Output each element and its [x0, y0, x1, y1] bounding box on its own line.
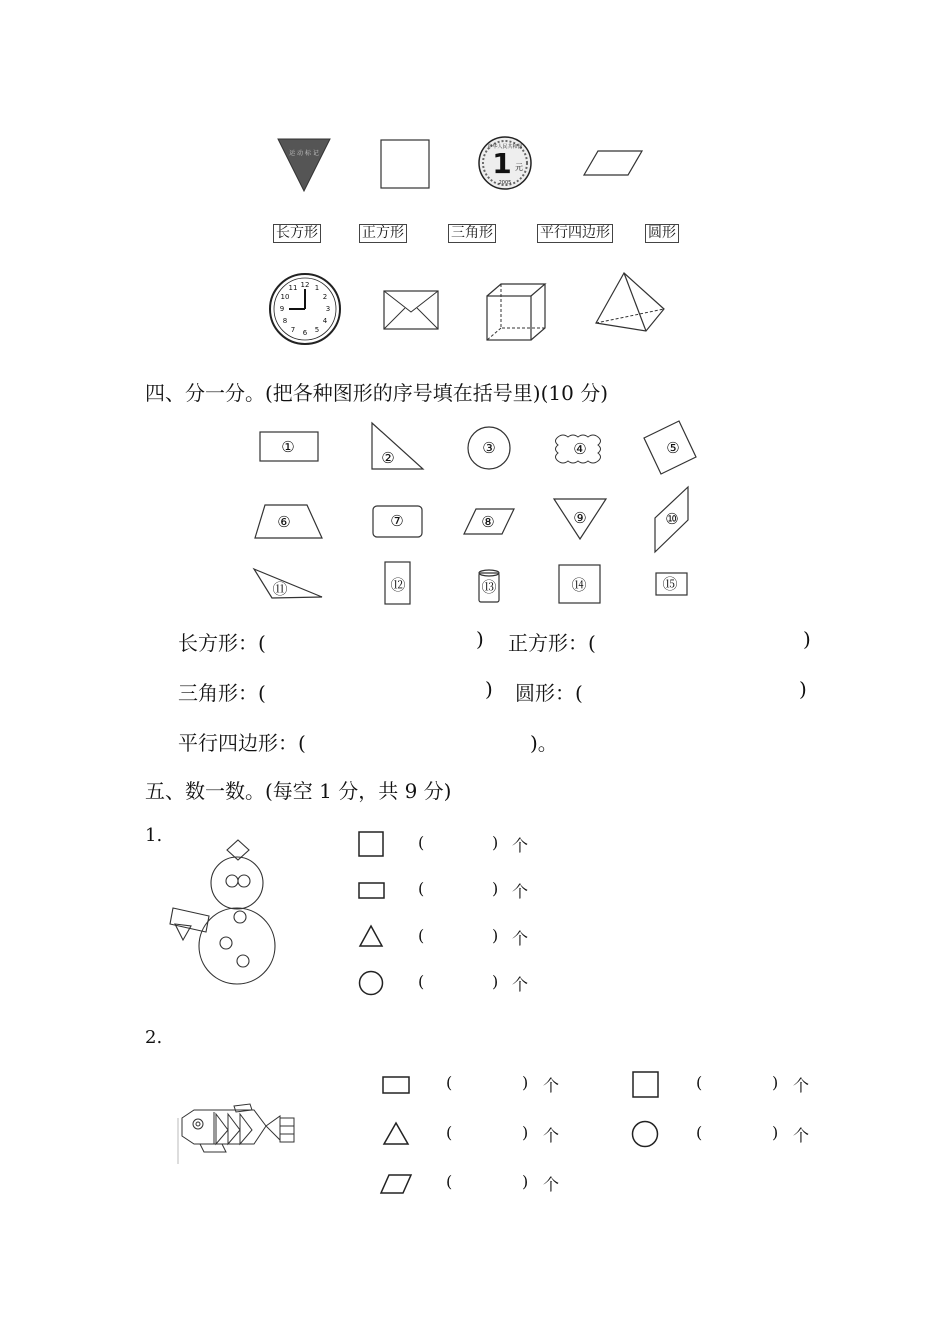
clock-6: 6 [302, 329, 308, 337]
q1-open-2: ( [418, 879, 425, 898]
section5-heading: 五、数一数。(每空 1 分，共 9 分) [145, 779, 452, 803]
section4-heading: 四、分一分。(把各种图形的序号填在括号里)(10 分) [145, 381, 609, 405]
shape-num-11: ⑪ [272, 580, 288, 598]
shape-num-10: ⑩ [665, 510, 679, 528]
q2-open-1: ( [446, 1073, 453, 1092]
shape-num-8: ⑧ [481, 513, 495, 531]
q2-icon-circle [631, 1120, 659, 1148]
q2-close-2: ) [522, 1123, 529, 1142]
question-2-number: 2. [145, 1027, 163, 1048]
rect-answer-label: 长方形：( [178, 631, 266, 655]
q1-icon-rectangle [358, 882, 385, 899]
clock-12: 12 [300, 281, 310, 289]
coin-number: 1 [492, 147, 512, 180]
q2-close-1: ) [522, 1073, 529, 1092]
shape-num-2: ② [381, 449, 395, 467]
q1-open-1: ( [418, 833, 425, 852]
q2-close-4: ) [772, 1073, 779, 1092]
para-answer-close: )。 [530, 731, 558, 755]
shape-num-6: ⑥ [277, 513, 291, 531]
tri-answer-label: 三角形：( [178, 681, 266, 705]
rect-answer-close: ) [476, 627, 484, 651]
shape-num-1: ① [281, 438, 295, 456]
q2-open-2: ( [446, 1123, 453, 1142]
circle-answer-label: 圆形：( [515, 681, 583, 705]
q1-close-3: ) [492, 926, 499, 945]
circle-answer-close: ) [799, 677, 807, 701]
clock-10: 10 [280, 293, 290, 301]
q1-unit-3: 个 [512, 929, 529, 948]
q2-unit-2: 个 [543, 1126, 560, 1145]
shape-num-13: ⑬ [481, 578, 497, 596]
coin-year: 2005 [498, 180, 512, 186]
shape-num-7: ⑦ [390, 512, 404, 530]
q1-icon-triangle [359, 924, 383, 948]
shape-num-9: ⑨ [573, 509, 587, 527]
q1-icon-square [358, 831, 384, 857]
q2-unit-5: 个 [793, 1126, 810, 1145]
q2-unit-1: 个 [543, 1076, 560, 1095]
q1-unit-4: 个 [512, 975, 529, 994]
q1-unit-2: 个 [512, 882, 529, 901]
label-square: 正方形 [359, 224, 407, 243]
clock-2: 2 [322, 293, 328, 301]
clock-5: 5 [314, 326, 320, 334]
clock-7: 7 [290, 326, 296, 334]
sort-shapes [0, 0, 950, 620]
q2-unit-4: 个 [793, 1076, 810, 1095]
clock-9: 9 [279, 305, 285, 313]
clock-8: 8 [282, 317, 288, 325]
q2-icon-parallelogram [380, 1174, 412, 1194]
shape-num-12: ⑫ [390, 576, 406, 594]
q1-open-4: ( [418, 972, 425, 991]
clock-11: 11 [288, 284, 298, 292]
square-answer-label: 正方形：( [508, 631, 596, 655]
q2-icon-triangle [383, 1121, 409, 1146]
shape-num-15: ⑮ [662, 575, 678, 593]
label-rectangle: 长方形 [273, 224, 321, 243]
coin-yuan: 元 [515, 163, 523, 172]
q1-close-2: ) [492, 879, 499, 898]
fish-image [176, 1104, 298, 1166]
coin-top-text: 中华人民共和国 [487, 144, 523, 150]
q1-close-4: ) [492, 972, 499, 991]
para-answer-label: 平行四边形：( [178, 731, 306, 755]
snowman-image [165, 838, 280, 998]
q2-open-3: ( [446, 1172, 453, 1191]
shape-num-5: ⑤ [666, 439, 680, 457]
q2-icon-rectangle [382, 1076, 410, 1094]
label-triangle: 三角形 [448, 224, 496, 243]
clock-4: 4 [322, 317, 328, 325]
label-parallelogram: 平行四边形 [537, 224, 613, 243]
clock-1: 1 [314, 284, 320, 292]
q2-unit-3: 个 [543, 1175, 560, 1194]
q2-open-4: ( [696, 1073, 703, 1092]
q1-open-3: ( [418, 926, 425, 945]
q2-icon-square [632, 1071, 659, 1098]
clock-3: 3 [325, 305, 331, 313]
shape-num-14: ⑭ [571, 576, 587, 594]
q1-icon-circle [358, 970, 384, 996]
square-answer-close: ) [803, 627, 811, 651]
q1-close-1: ) [492, 833, 499, 852]
tri-answer-close: ) [485, 677, 493, 701]
shape-num-4: ④ [573, 440, 587, 458]
q1-unit-1: 个 [512, 836, 529, 855]
q2-close-3: ) [522, 1172, 529, 1191]
q2-open-5: ( [696, 1123, 703, 1142]
label-circle: 圆形 [645, 224, 679, 243]
question-1-number: 1. [145, 825, 163, 846]
shape-num-3: ③ [482, 439, 496, 457]
q2-close-5: ) [772, 1123, 779, 1142]
pennant-text: 运 动 标 记 [289, 150, 319, 157]
